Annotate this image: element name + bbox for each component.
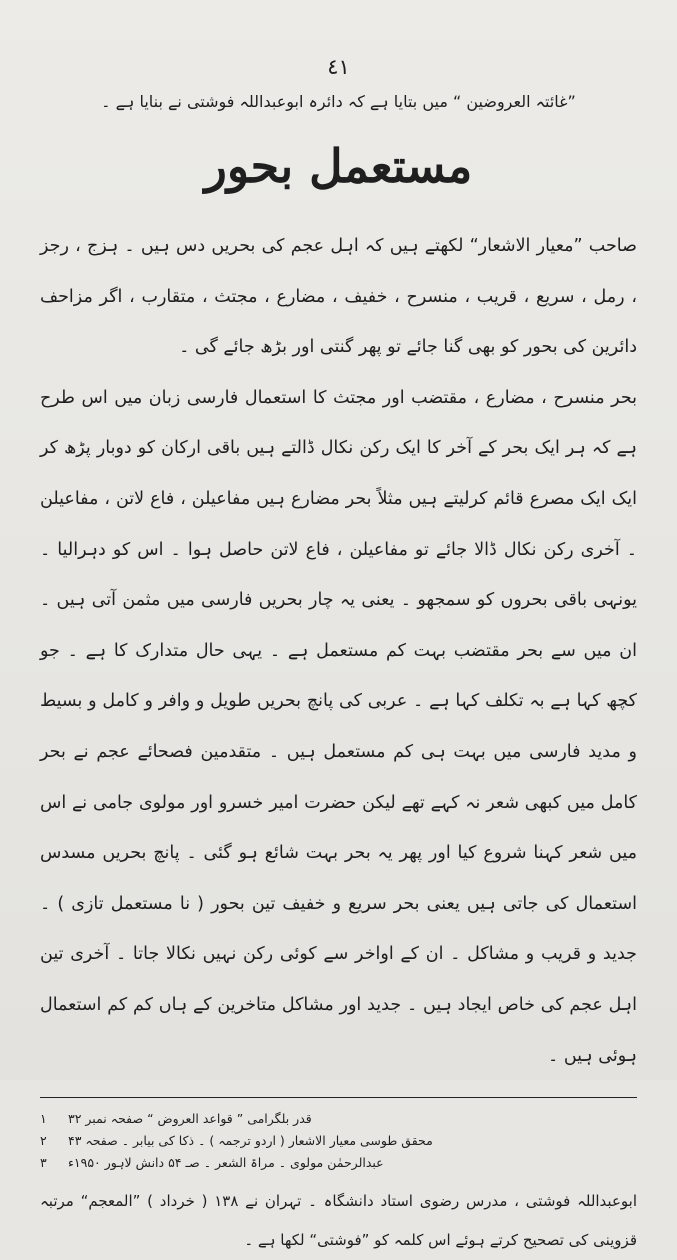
page-number: ٤١: [327, 55, 350, 79]
paragraph: صاحب ”معیار الاشعار“ لکھتے ہیں کہ اہل عجم کی بحریں دس ہیں ۔ ہزج ، رجز ، رمل ، سریع ، قریب ، منسرح ، خفیف ، مضارع ، مجتث ، متقارب ، اگر مزاحف دائرین کی بحور کو بھی گنا جائے تو پھر گنتی اور بڑھ جائے گی ۔: [40, 236, 637, 358]
footnote-number: ۳: [40, 1155, 47, 1171]
paragraph: بحر منسرح ، مضارع ، مقتضب اور مجتث کا استعمال فارسی زبان میں اس طرح ہے کہ ہر ایک بحر کے آخر کا ایک رکن نکال ڈالتے ہیں باقی ارکان کو دوبار پڑھ کر ایک ایک مصرع قائم کرلیتے ہیں مثلاً بحر مضارع ہیں مفاعیلن ، فاع لاتن ، مفاعیلن ۔ آخری رکن نکال ڈالا جائے تو مفاعیلن ، فاع لاتن حاصل ہوا ۔ اس کو دہرالیا ۔ یونہی باقی بحروں کو سمجھو ۔ یعنی یہ چار بحریں فارسی میں مثمن آتی ہیں ۔ ان میں سے بحر مقتضب بہت کم مستعمل ہے ۔ یہی حال متدارک کا ہے ۔ جو کچھ کہا ہے بہ تکلف کہا ہے ۔ عربی کی پانچ بحریں طویل و وافر و کامل و بسیط و مدید فارسی میں بہت ہی کم مستعمل ہیں ۔ متقدمین فصحائے عجم نے بحر کامل میں کبھی شعر نہ کہے تھے لیکن حضرت امیر خسرو اور مولوی جامی نے اس میں شعر کہنا شروع کیا اور پھر یہ بحر بہت شائع ہو گئی ۔ پانچ بحریں مسدس استعمال کی جاتی ہیں یعنی بحر سریع و خفیف تین بحور ( نا مستعمل تازی ) ۔ جدید و قریب و مشاکل ۔ ان کے اواخر سے کوئی رکن نہیں نکالا جاتا ۔ آخری تین اہل عجم کی خاص ایجاد ہیں ۔ جدید اور مشاکل متاخرین کے ہاں کم کم استعمال ہوئی ہیں ۔: [40, 387, 637, 1066]
footnote: [40, 1130, 637, 1152]
body-text: [40, 221, 637, 1081]
footnote: [40, 1152, 637, 1174]
footnote-number: ۱: [40, 1111, 47, 1127]
footnote: [40, 1108, 637, 1130]
intro-line: ”غائتہ العروضین “ میں بتایا ہے کہ دائرہ ابوعبداللہ فوشتی نے بنایا ہے ۔: [101, 92, 576, 111]
footnote-divider: [40, 1097, 637, 1098]
footnote-number: ۲: [40, 1133, 47, 1149]
bottom-paragraph: ابوعبداللہ فوشتی ، مدرس رضوی استاد دانشگاہ ۔ تہران نے ۱۳۸ ( خرداد ) ”المعجم“ مرتبہ قزوینی کی تصحیح کرتے ہوئے اس کلمہ کو ”فوشتی“ لکھا ہے ۔: [40, 1192, 637, 1250]
footnote-text: عبدالرحمٰن مولوی ۔ مراۃ الشعر ۔ صـ ۵۴ دانش لاہور ۱۹۵۰ء: [68, 1155, 384, 1171]
footnotes: [40, 1108, 637, 1174]
section-heading: مستعمل بحور: [204, 139, 473, 193]
footnote-text: محقق طوسی معیار الاشعار ( اردو ترجمہ ) ۔ ذکا کی بیابر ۔ صفحہ ۴۳: [68, 1133, 433, 1149]
footnote-text: قدر بلگرامی ” قواعد العروض “ صفحہ نمبر ۳۲: [68, 1111, 312, 1127]
bottom-note: [40, 1182, 637, 1260]
